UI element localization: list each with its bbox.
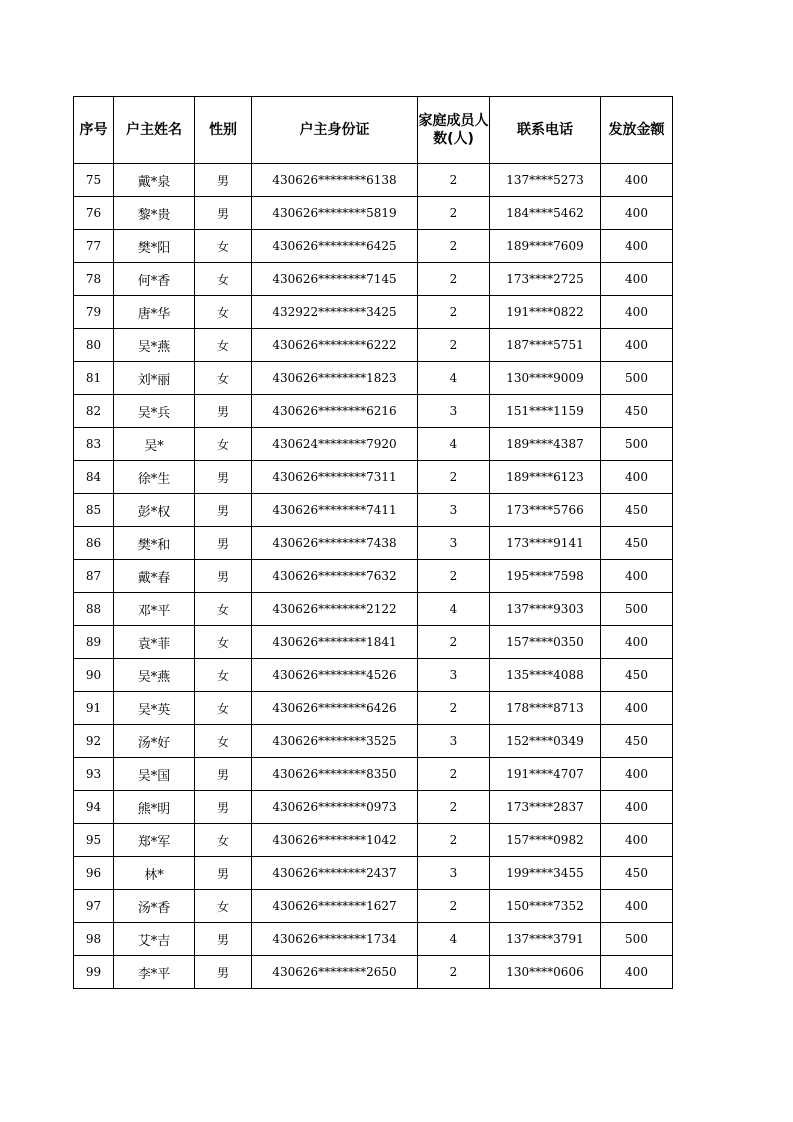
cell-id-number: 430626********7438 bbox=[252, 527, 418, 560]
cell-phone: 187****5751 bbox=[490, 329, 601, 362]
cell-id-number: 430626********7632 bbox=[252, 560, 418, 593]
cell-phone: 137****9303 bbox=[490, 593, 601, 626]
table-row bbox=[74, 329, 673, 362]
cell-amount: 400 bbox=[601, 692, 673, 725]
cell-family-members: 2 bbox=[418, 263, 490, 296]
cell-serial-number: 78 bbox=[74, 263, 114, 296]
cell-phone: 137****3791 bbox=[490, 923, 601, 956]
cell-householder-name: 吴* bbox=[114, 428, 195, 461]
table-row bbox=[74, 890, 673, 923]
table-header-row bbox=[74, 97, 673, 164]
cell-householder-name: 吴*兵 bbox=[114, 395, 195, 428]
cell-amount: 400 bbox=[601, 230, 673, 263]
table-row bbox=[74, 164, 673, 197]
cell-family-members: 2 bbox=[418, 824, 490, 857]
cell-householder-name: 戴*春 bbox=[114, 560, 195, 593]
cell-serial-number: 83 bbox=[74, 428, 114, 461]
cell-amount: 400 bbox=[601, 626, 673, 659]
cell-family-members: 2 bbox=[418, 230, 490, 263]
cell-householder-name: 唐*华 bbox=[114, 296, 195, 329]
cell-gender: 女 bbox=[195, 626, 252, 659]
cell-phone: 189****4387 bbox=[490, 428, 601, 461]
cell-id-number: 430626********7411 bbox=[252, 494, 418, 527]
cell-householder-name: 何*香 bbox=[114, 263, 195, 296]
cell-id-number: 430626********6425 bbox=[252, 230, 418, 263]
cell-serial-number: 79 bbox=[74, 296, 114, 329]
cell-phone: 199****3455 bbox=[490, 857, 601, 890]
cell-householder-name: 吴*英 bbox=[114, 692, 195, 725]
cell-amount: 450 bbox=[601, 494, 673, 527]
cell-amount: 400 bbox=[601, 758, 673, 791]
cell-gender: 女 bbox=[195, 428, 252, 461]
table-row bbox=[74, 362, 673, 395]
cell-gender: 女 bbox=[195, 593, 252, 626]
cell-family-members: 2 bbox=[418, 791, 490, 824]
cell-family-members: 2 bbox=[418, 461, 490, 494]
cell-family-members: 3 bbox=[418, 725, 490, 758]
cell-householder-name: 熊*明 bbox=[114, 791, 195, 824]
table-row bbox=[74, 527, 673, 560]
cell-family-members: 2 bbox=[418, 164, 490, 197]
cell-serial-number: 89 bbox=[74, 626, 114, 659]
cell-gender: 女 bbox=[195, 296, 252, 329]
table-row bbox=[74, 494, 673, 527]
cell-gender: 女 bbox=[195, 824, 252, 857]
cell-family-members: 2 bbox=[418, 626, 490, 659]
cell-id-number: 430626********5819 bbox=[252, 197, 418, 230]
cell-family-members: 4 bbox=[418, 362, 490, 395]
cell-family-members: 4 bbox=[418, 923, 490, 956]
table-row bbox=[74, 560, 673, 593]
cell-amount: 400 bbox=[601, 890, 673, 923]
cell-serial-number: 97 bbox=[74, 890, 114, 923]
cell-serial-number: 80 bbox=[74, 329, 114, 362]
cell-householder-name: 吴*国 bbox=[114, 758, 195, 791]
header-householder-name: 户主姓名 bbox=[114, 97, 195, 164]
cell-householder-name: 徐*生 bbox=[114, 461, 195, 494]
cell-householder-name: 刘*丽 bbox=[114, 362, 195, 395]
table-row bbox=[74, 725, 673, 758]
cell-phone: 173****5766 bbox=[490, 494, 601, 527]
cell-amount: 400 bbox=[601, 197, 673, 230]
cell-id-number: 430626********1627 bbox=[252, 890, 418, 923]
cell-phone: 178****8713 bbox=[490, 692, 601, 725]
cell-id-number: 430626********3525 bbox=[252, 725, 418, 758]
cell-id-number: 430626********2650 bbox=[252, 956, 418, 989]
cell-serial-number: 77 bbox=[74, 230, 114, 263]
cell-family-members: 3 bbox=[418, 494, 490, 527]
cell-serial-number: 93 bbox=[74, 758, 114, 791]
cell-phone: 135****4088 bbox=[490, 659, 601, 692]
cell-phone: 130****0606 bbox=[490, 956, 601, 989]
cell-householder-name: 汤*香 bbox=[114, 890, 195, 923]
table-row bbox=[74, 395, 673, 428]
cell-phone: 150****7352 bbox=[490, 890, 601, 923]
cell-gender: 女 bbox=[195, 263, 252, 296]
header-amount: 发放金额 bbox=[601, 97, 673, 164]
cell-id-number: 430626********6138 bbox=[252, 164, 418, 197]
table-body bbox=[74, 164, 673, 989]
cell-phone: 137****5273 bbox=[490, 164, 601, 197]
cell-gender: 男 bbox=[195, 197, 252, 230]
table-row bbox=[74, 428, 673, 461]
table-row bbox=[74, 923, 673, 956]
cell-gender: 女 bbox=[195, 725, 252, 758]
cell-serial-number: 81 bbox=[74, 362, 114, 395]
cell-amount: 400 bbox=[601, 956, 673, 989]
cell-phone: 191****4707 bbox=[490, 758, 601, 791]
cell-gender: 男 bbox=[195, 395, 252, 428]
cell-family-members: 4 bbox=[418, 593, 490, 626]
cell-householder-name: 戴*泉 bbox=[114, 164, 195, 197]
table-row bbox=[74, 296, 673, 329]
cell-gender: 男 bbox=[195, 461, 252, 494]
cell-family-members: 2 bbox=[418, 758, 490, 791]
cell-amount: 400 bbox=[601, 296, 673, 329]
cell-householder-name: 吴*燕 bbox=[114, 659, 195, 692]
cell-family-members: 2 bbox=[418, 692, 490, 725]
cell-gender: 女 bbox=[195, 329, 252, 362]
cell-householder-name: 樊*和 bbox=[114, 527, 195, 560]
cell-id-number: 430626********2437 bbox=[252, 857, 418, 890]
cell-serial-number: 94 bbox=[74, 791, 114, 824]
cell-amount: 400 bbox=[601, 791, 673, 824]
table-row bbox=[74, 659, 673, 692]
cell-id-number: 430626********8350 bbox=[252, 758, 418, 791]
table-row bbox=[74, 197, 673, 230]
cell-amount: 500 bbox=[601, 923, 673, 956]
cell-phone: 191****0822 bbox=[490, 296, 601, 329]
cell-serial-number: 95 bbox=[74, 824, 114, 857]
cell-serial-number: 88 bbox=[74, 593, 114, 626]
cell-gender: 女 bbox=[195, 230, 252, 263]
cell-serial-number: 99 bbox=[74, 956, 114, 989]
cell-householder-name: 汤*好 bbox=[114, 725, 195, 758]
cell-gender: 男 bbox=[195, 791, 252, 824]
table-row bbox=[74, 593, 673, 626]
cell-family-members: 3 bbox=[418, 659, 490, 692]
cell-gender: 男 bbox=[195, 164, 252, 197]
cell-phone: 157****0350 bbox=[490, 626, 601, 659]
cell-phone: 189****7609 bbox=[490, 230, 601, 263]
cell-family-members: 2 bbox=[418, 329, 490, 362]
cell-id-number: 430626********2122 bbox=[252, 593, 418, 626]
cell-id-number: 430626********1734 bbox=[252, 923, 418, 956]
header-serial-number: 序号 bbox=[74, 97, 114, 164]
cell-phone: 173****2837 bbox=[490, 791, 601, 824]
cell-householder-name: 李*平 bbox=[114, 956, 195, 989]
cell-serial-number: 86 bbox=[74, 527, 114, 560]
cell-householder-name: 樊*阳 bbox=[114, 230, 195, 263]
cell-id-number: 430626********1823 bbox=[252, 362, 418, 395]
cell-serial-number: 76 bbox=[74, 197, 114, 230]
cell-householder-name: 吴*燕 bbox=[114, 329, 195, 362]
cell-householder-name: 郑*军 bbox=[114, 824, 195, 857]
cell-family-members: 2 bbox=[418, 197, 490, 230]
cell-serial-number: 90 bbox=[74, 659, 114, 692]
cell-id-number: 430624********7920 bbox=[252, 428, 418, 461]
table-row bbox=[74, 230, 673, 263]
cell-family-members: 4 bbox=[418, 428, 490, 461]
cell-amount: 500 bbox=[601, 428, 673, 461]
cell-amount: 400 bbox=[601, 164, 673, 197]
cell-id-number: 430626********6216 bbox=[252, 395, 418, 428]
table-row bbox=[74, 626, 673, 659]
cell-family-members: 3 bbox=[418, 857, 490, 890]
cell-serial-number: 85 bbox=[74, 494, 114, 527]
cell-householder-name: 邓*平 bbox=[114, 593, 195, 626]
cell-serial-number: 87 bbox=[74, 560, 114, 593]
cell-serial-number: 96 bbox=[74, 857, 114, 890]
table-row bbox=[74, 857, 673, 890]
cell-phone: 152****0349 bbox=[490, 725, 601, 758]
table-row bbox=[74, 692, 673, 725]
cell-phone: 173****9141 bbox=[490, 527, 601, 560]
cell-id-number: 430626********4526 bbox=[252, 659, 418, 692]
cell-amount: 400 bbox=[601, 461, 673, 494]
cell-gender: 女 bbox=[195, 659, 252, 692]
cell-amount: 450 bbox=[601, 527, 673, 560]
cell-phone: 184****5462 bbox=[490, 197, 601, 230]
cell-phone: 173****2725 bbox=[490, 263, 601, 296]
header-phone: 联系电话 bbox=[490, 97, 601, 164]
cell-gender: 男 bbox=[195, 923, 252, 956]
header-gender: 性别 bbox=[195, 97, 252, 164]
cell-gender: 男 bbox=[195, 758, 252, 791]
table-row bbox=[74, 824, 673, 857]
cell-amount: 450 bbox=[601, 395, 673, 428]
table-row bbox=[74, 956, 673, 989]
table-row bbox=[74, 461, 673, 494]
cell-id-number: 430626********7311 bbox=[252, 461, 418, 494]
cell-serial-number: 84 bbox=[74, 461, 114, 494]
cell-family-members: 2 bbox=[418, 560, 490, 593]
header-id-number: 户主身份证 bbox=[252, 97, 418, 164]
cell-amount: 450 bbox=[601, 659, 673, 692]
cell-gender: 男 bbox=[195, 527, 252, 560]
cell-family-members: 2 bbox=[418, 956, 490, 989]
cell-id-number: 430626********6222 bbox=[252, 329, 418, 362]
cell-gender: 女 bbox=[195, 890, 252, 923]
cell-gender: 男 bbox=[195, 857, 252, 890]
cell-phone: 151****1159 bbox=[490, 395, 601, 428]
cell-id-number: 432922********3425 bbox=[252, 296, 418, 329]
cell-id-number: 430626********7145 bbox=[252, 263, 418, 296]
cell-amount: 450 bbox=[601, 725, 673, 758]
cell-id-number: 430626********0973 bbox=[252, 791, 418, 824]
cell-serial-number: 91 bbox=[74, 692, 114, 725]
cell-phone: 189****6123 bbox=[490, 461, 601, 494]
cell-amount: 400 bbox=[601, 560, 673, 593]
cell-id-number: 430626********6426 bbox=[252, 692, 418, 725]
cell-gender: 男 bbox=[195, 956, 252, 989]
cell-serial-number: 98 bbox=[74, 923, 114, 956]
cell-id-number: 430626********1841 bbox=[252, 626, 418, 659]
cell-amount: 450 bbox=[601, 857, 673, 890]
subsidy-table bbox=[73, 96, 673, 989]
cell-amount: 400 bbox=[601, 263, 673, 296]
cell-family-members: 3 bbox=[418, 395, 490, 428]
header-family-members: 家庭成员人数(人) bbox=[418, 97, 490, 164]
cell-amount: 400 bbox=[601, 824, 673, 857]
cell-phone: 130****9009 bbox=[490, 362, 601, 395]
cell-family-members: 3 bbox=[418, 527, 490, 560]
table-row bbox=[74, 791, 673, 824]
cell-householder-name: 彭*权 bbox=[114, 494, 195, 527]
cell-serial-number: 82 bbox=[74, 395, 114, 428]
cell-gender: 男 bbox=[195, 560, 252, 593]
cell-family-members: 2 bbox=[418, 890, 490, 923]
cell-phone: 157****0982 bbox=[490, 824, 601, 857]
cell-serial-number: 75 bbox=[74, 164, 114, 197]
cell-phone: 195****7598 bbox=[490, 560, 601, 593]
cell-amount: 400 bbox=[601, 329, 673, 362]
cell-householder-name: 黎*贵 bbox=[114, 197, 195, 230]
cell-gender: 男 bbox=[195, 494, 252, 527]
table-row bbox=[74, 758, 673, 791]
cell-householder-name: 袁*菲 bbox=[114, 626, 195, 659]
cell-id-number: 430626********1042 bbox=[252, 824, 418, 857]
cell-householder-name: 艾*吉 bbox=[114, 923, 195, 956]
cell-family-members: 2 bbox=[418, 296, 490, 329]
cell-gender: 女 bbox=[195, 692, 252, 725]
cell-gender: 女 bbox=[195, 362, 252, 395]
cell-serial-number: 92 bbox=[74, 725, 114, 758]
table-row bbox=[74, 263, 673, 296]
cell-householder-name: 林* bbox=[114, 857, 195, 890]
cell-amount: 500 bbox=[601, 593, 673, 626]
cell-amount: 500 bbox=[601, 362, 673, 395]
